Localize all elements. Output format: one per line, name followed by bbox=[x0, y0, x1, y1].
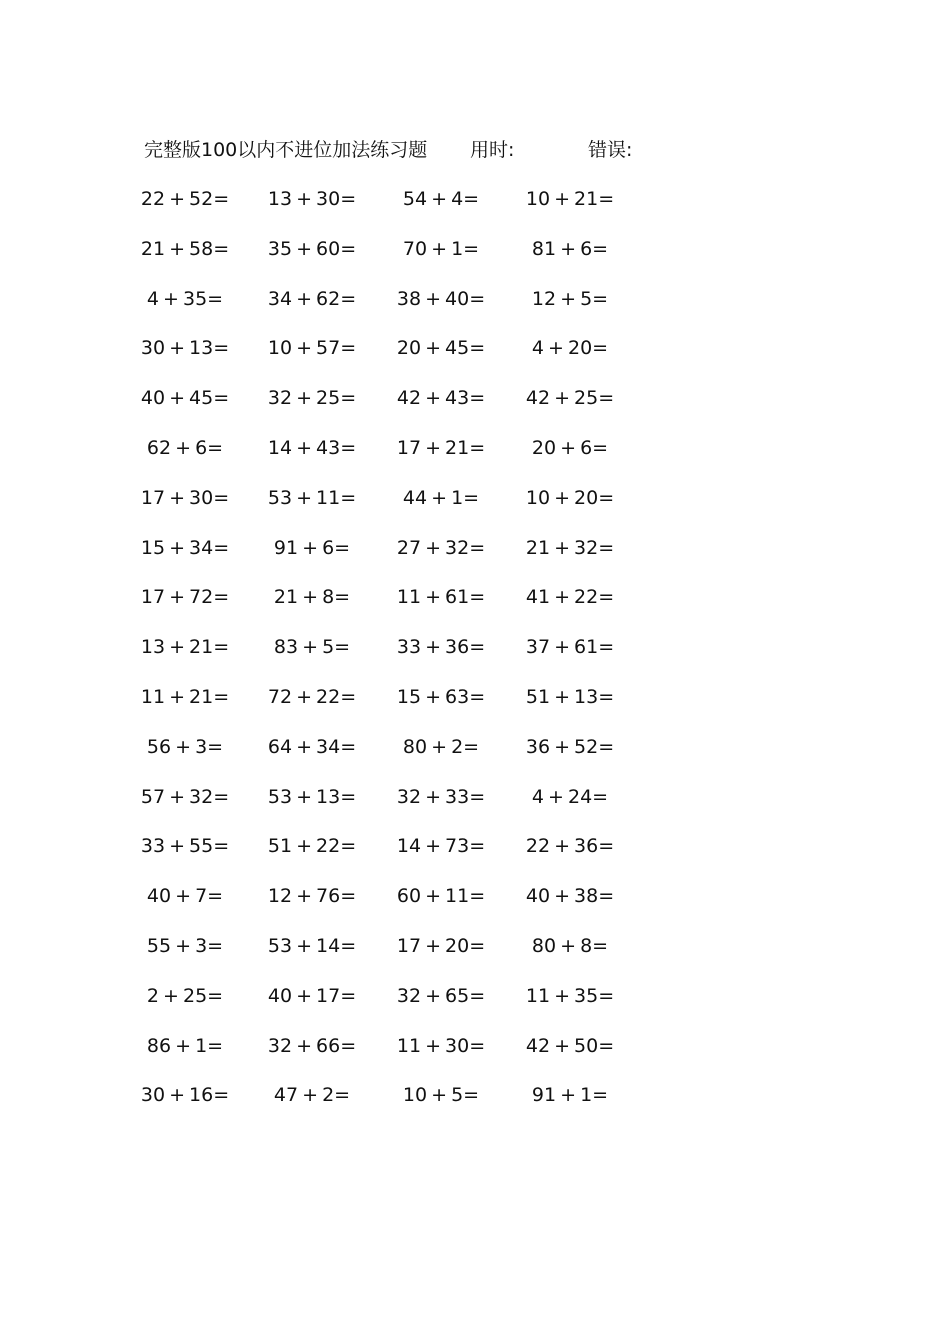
problem: 21 + 8= bbox=[273, 586, 351, 609]
problem: 12 + 76= bbox=[267, 885, 357, 908]
problem-row bbox=[0, 434, 950, 484]
problem: 36 + 52= bbox=[525, 735, 615, 758]
problem: 32 + 65= bbox=[396, 984, 486, 1007]
problem: 91 + 1= bbox=[531, 1084, 609, 1107]
problem: 83 + 5= bbox=[273, 636, 351, 659]
problem: 17 + 20= bbox=[396, 934, 486, 957]
problem: 34 + 62= bbox=[267, 287, 357, 310]
problem-row bbox=[0, 633, 950, 683]
problem: 11 + 61= bbox=[396, 586, 486, 609]
problem: 40 + 7= bbox=[146, 885, 224, 908]
problem-row bbox=[0, 832, 950, 882]
worksheet-title: 完整版100以内不进位加法练习题 bbox=[144, 139, 428, 161]
problem-row bbox=[0, 882, 950, 932]
worksheet-header bbox=[144, 136, 744, 164]
problem: 27 + 32= bbox=[396, 536, 486, 559]
problem: 86 + 1= bbox=[146, 1034, 224, 1057]
problem: 40 + 17= bbox=[267, 984, 357, 1007]
problem: 57 + 32= bbox=[140, 785, 230, 808]
problem: 20 + 6= bbox=[531, 436, 609, 459]
problem: 72 + 22= bbox=[267, 685, 357, 708]
problem: 42 + 50= bbox=[525, 1034, 615, 1057]
problem: 17 + 30= bbox=[140, 486, 230, 509]
problem: 41 + 22= bbox=[525, 586, 615, 609]
problem: 10 + 5= bbox=[402, 1084, 480, 1107]
problem-row bbox=[0, 583, 950, 633]
problem: 62 + 6= bbox=[146, 436, 224, 459]
problem-row bbox=[0, 783, 950, 833]
problem: 80 + 2= bbox=[402, 735, 480, 758]
problem-row bbox=[0, 235, 950, 285]
problem: 42 + 25= bbox=[525, 387, 615, 410]
problem: 56 + 3= bbox=[146, 735, 224, 758]
problem: 40 + 38= bbox=[525, 885, 615, 908]
problem: 91 + 6= bbox=[273, 536, 351, 559]
problem: 53 + 14= bbox=[267, 934, 357, 957]
problem: 21 + 58= bbox=[140, 237, 230, 260]
problem-row bbox=[0, 1081, 950, 1131]
problem: 42 + 43= bbox=[396, 387, 486, 410]
time-label: 用时: bbox=[470, 139, 515, 161]
problem: 55 + 3= bbox=[146, 934, 224, 957]
problem: 14 + 73= bbox=[396, 835, 486, 858]
problem-row bbox=[0, 384, 950, 434]
problem-row bbox=[0, 334, 950, 384]
problem-row bbox=[0, 683, 950, 733]
problem-row bbox=[0, 484, 950, 534]
problem: 47 + 2= bbox=[273, 1084, 351, 1107]
problem: 37 + 61= bbox=[525, 636, 615, 659]
problem-row bbox=[0, 982, 950, 1032]
problem: 15 + 34= bbox=[140, 536, 230, 559]
problem: 22 + 36= bbox=[525, 835, 615, 858]
problem: 64 + 34= bbox=[267, 735, 357, 758]
problem: 11 + 21= bbox=[140, 685, 230, 708]
problem: 13 + 21= bbox=[140, 636, 230, 659]
problem: 44 + 1= bbox=[402, 486, 480, 509]
error-label: 错误: bbox=[588, 139, 633, 161]
problem: 38 + 40= bbox=[396, 287, 486, 310]
problem: 53 + 11= bbox=[267, 486, 357, 509]
problem: 53 + 13= bbox=[267, 785, 357, 808]
problem-row bbox=[0, 733, 950, 783]
problem: 10 + 20= bbox=[525, 486, 615, 509]
problem: 32 + 33= bbox=[396, 785, 486, 808]
problem: 54 + 4= bbox=[402, 188, 480, 210]
problem: 2 + 25= bbox=[146, 984, 224, 1007]
problem: 10 + 21= bbox=[525, 188, 615, 210]
problem-row bbox=[0, 185, 950, 235]
problem: 32 + 66= bbox=[267, 1034, 357, 1057]
problem: 35 + 60= bbox=[267, 237, 357, 260]
problem: 51 + 13= bbox=[525, 685, 615, 708]
problem: 14 + 43= bbox=[267, 436, 357, 459]
problem: 4 + 24= bbox=[531, 785, 609, 808]
problem: 80 + 8= bbox=[531, 934, 609, 957]
problem: 30 + 16= bbox=[140, 1084, 230, 1107]
problem: 32 + 25= bbox=[267, 387, 357, 410]
problem: 20 + 45= bbox=[396, 337, 486, 360]
problem: 60 + 11= bbox=[396, 885, 486, 908]
problem-grid bbox=[0, 185, 950, 1131]
problem: 33 + 55= bbox=[140, 835, 230, 858]
problem: 17 + 21= bbox=[396, 436, 486, 459]
problem-row bbox=[0, 285, 950, 335]
problem: 10 + 57= bbox=[267, 337, 357, 360]
problem: 4 + 35= bbox=[146, 287, 224, 310]
problem: 13 + 30= bbox=[267, 188, 357, 210]
problem-row bbox=[0, 534, 950, 584]
problem: 70 + 1= bbox=[402, 237, 480, 260]
problem: 40 + 45= bbox=[140, 387, 230, 410]
problem: 81 + 6= bbox=[531, 237, 609, 260]
problem-row bbox=[0, 1032, 950, 1082]
problem: 15 + 63= bbox=[396, 685, 486, 708]
problem: 4 + 20= bbox=[531, 337, 609, 360]
problem: 33 + 36= bbox=[396, 636, 486, 659]
problem: 22 + 52= bbox=[140, 188, 230, 210]
problem: 12 + 5= bbox=[531, 287, 609, 310]
problem: 51 + 22= bbox=[267, 835, 357, 858]
problem: 21 + 32= bbox=[525, 536, 615, 559]
problem-row bbox=[0, 932, 950, 982]
problem: 11 + 30= bbox=[396, 1034, 486, 1057]
problem: 30 + 13= bbox=[140, 337, 230, 360]
problem: 17 + 72= bbox=[140, 586, 230, 609]
problem: 11 + 35= bbox=[525, 984, 615, 1007]
